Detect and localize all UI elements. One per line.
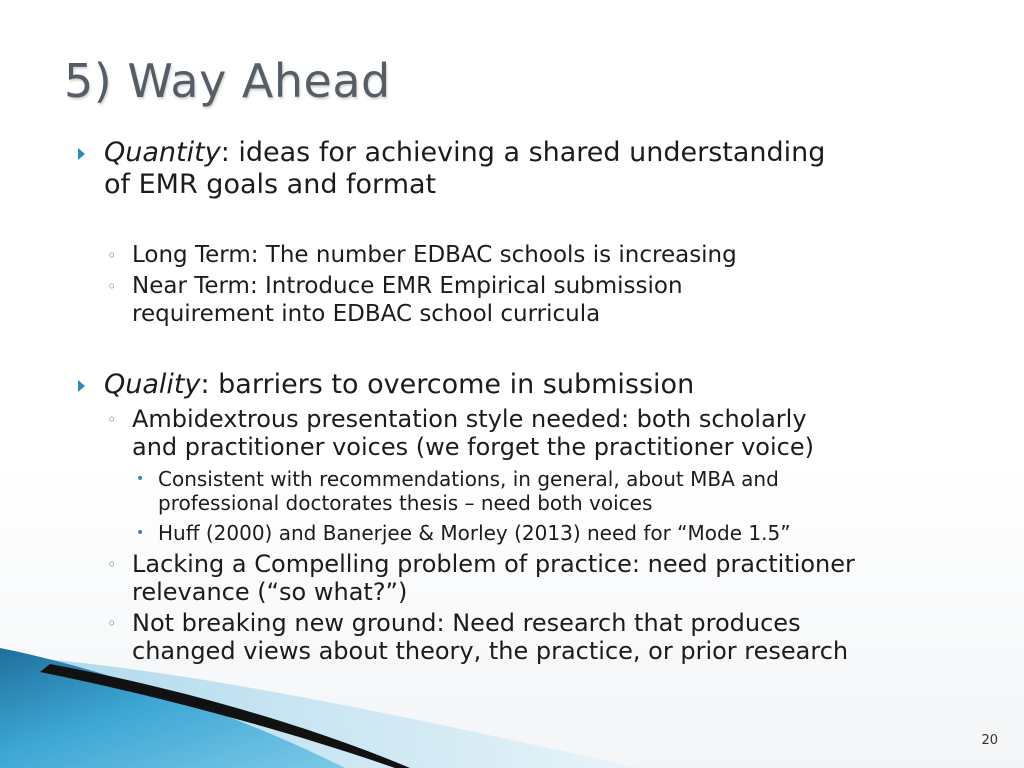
list-item-not-breaking-line2: changed views about theory, the practice, or prior research: [132, 637, 849, 665]
sub-item-consistent: Consistent with recommendations, in general, about MBA and: [158, 467, 779, 491]
hollow-circle-icon: ◦: [107, 555, 117, 574]
triangle-right-icon: [78, 148, 85, 160]
quality-text: : barriers to overcome in submission: [200, 369, 695, 400]
list-item-ambidextrous-line2: and practitioner voices (we forget the practitioner voice): [132, 433, 814, 461]
sub-item-huff: Huff (2000) and Banerjee & Morley (2013) need for “Mode 1.5”: [158, 521, 791, 545]
hollow-circle-icon: ◦: [107, 277, 117, 296]
bullet-quality: [104, 369, 694, 401]
sub-item-consistent-line2: professional doctorates thesis – need both voices: [158, 491, 653, 515]
slide-title: 5) Way Ahead: [64, 54, 391, 108]
quantity-term: Quantity: [104, 137, 221, 168]
bullet-quantity-line2: of EMR goals and format: [104, 169, 437, 200]
small-dot-icon: •: [136, 525, 145, 541]
small-dot-icon: •: [136, 471, 145, 487]
list-item-ambidextrous: Ambidextrous presentation style needed: both scholarly: [132, 405, 807, 433]
quality-term: Quality: [104, 369, 201, 400]
triangle-right-icon: [78, 380, 85, 392]
list-item-near-term: Near Term: Introduce EMR Empirical submission: [132, 273, 683, 299]
hollow-circle-icon: ◦: [107, 614, 117, 633]
hollow-circle-icon: ◦: [107, 246, 117, 265]
quantity-text: : ideas for achieving a shared understanding: [220, 137, 826, 168]
list-item-lacking-line2: relevance (“so what?”): [132, 578, 408, 606]
list-item-not-breaking: Not breaking new ground: Need research that produces: [132, 609, 801, 637]
list-item-long-term: Long Term: The number EDBAC schools is increasing: [132, 242, 737, 268]
list-item-lacking: Lacking a Compelling problem of practice: need practitioner: [132, 550, 855, 578]
list-item-near-term-line2: requirement into EDBAC school curricula: [132, 301, 601, 327]
bullet-quantity: [104, 137, 825, 169]
hollow-circle-icon: ◦: [107, 410, 117, 429]
page-number: 20: [981, 733, 998, 748]
